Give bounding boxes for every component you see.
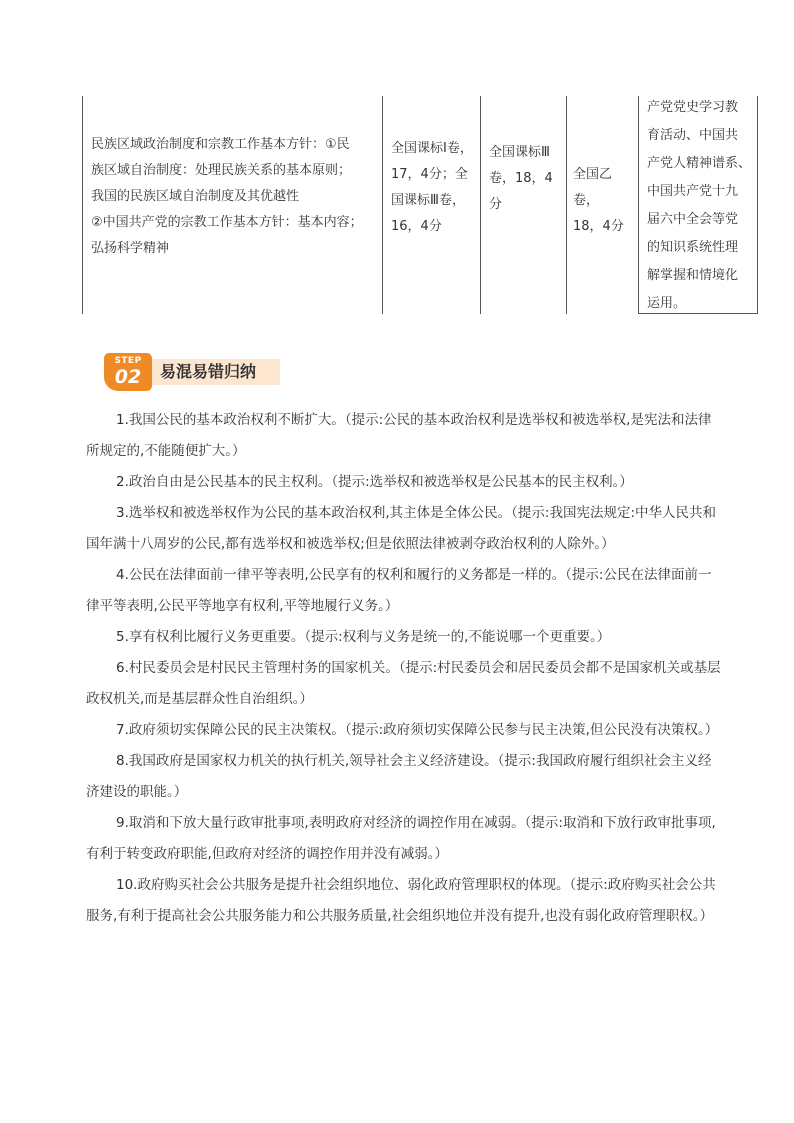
exam-line: 全国课标Ⅰ卷， [391, 141, 473, 156]
note-line: 产党党史学习教 [647, 100, 739, 115]
exam-cell-1 [382, 96, 480, 314]
step-badge [104, 353, 152, 391]
list-item: 7.政府须切实保障公民的民主决策权。（提示:政府须切实保障公民参与民主决策,但公民没有决策权。） [116, 722, 719, 738]
topic-line: ②中国共产党的宗教工作基本方针：基本内容； [91, 215, 363, 230]
note-line: 育活动、中国共 [647, 128, 739, 143]
exam-line: 18，4分 [573, 219, 624, 234]
section-title: 易混易错归纳 [160, 362, 257, 381]
step-label: STEP [114, 356, 142, 366]
topic-line: 弘扬科学精神 [91, 241, 170, 256]
list-item: 5.享有权利比履行义务更重要。（提示:权利与义务是统一的,不能说哪一个更重要。） [116, 629, 611, 645]
step-number: 02 [114, 366, 142, 388]
exam-line: 17，4分；全 [391, 167, 468, 182]
topic-line: 族区域自治制度：处理民族关系的基本原则； [91, 163, 352, 178]
note-cell [638, 96, 758, 314]
note-line: 运用。 [647, 296, 687, 311]
list-item: 9.取消和下放大量行政审批事项,表明政府对经济的调控作用在减弱。（提示:取消和下放行政审批事项,有利于转变政府职能,但政府对经济的调控作用并没有减弱。） [86, 815, 716, 862]
list-item: 2.政治自由是公民基本的民主权利。（提示:选举权和被选举权是公民基本的民主权利。） [116, 474, 633, 490]
exam-line: 16，4分 [391, 219, 442, 234]
exam-cell-3 [566, 96, 638, 314]
list-item: 10.政府购买社会公共服务是提升社会组织地位、弱化政府管理职权的体现。（提示:政府购买社会公共服务,有利于提高社会公共服务能力和公共服务质量,社会组织地位并没有提升,也没有弱化政府管理职权。） [86, 877, 716, 924]
section-heading [104, 353, 282, 391]
syllabus-table [82, 96, 758, 314]
topic-line: 民族区域政治制度和宗教工作基本方针：①民 [91, 137, 350, 152]
note-line: 届六中全会等党 [647, 212, 739, 227]
list-item: 4.公民在法律面前一律平等表明,公民享有的权利和履行的义务都是一样的。（提示:公民在法律面前一律平等表明,公民平等地享有权利,平等地履行义务。） [86, 567, 712, 614]
note-line: 的知识系统性理 [647, 240, 739, 255]
exam-line: 全国课标Ⅲ [489, 145, 550, 160]
topic-cell [82, 96, 382, 314]
exam-line: 国课标Ⅲ卷， [391, 193, 465, 208]
list-item: 6.村民委员会是村民民主管理村务的国家机关。（提示:村民委员会和居民委员会都不是国家机关或基层政权机关,而是基层群众性自治组织。） [86, 660, 721, 707]
note-line: 产党人精神谱系、 [647, 156, 752, 171]
exam-line: 分 [489, 197, 503, 212]
list-item: 8.我国政府是国家权力机关的执行机关,领导社会主义经济建设。（提示:我国政府履行组织社会主义经济建设的职能。） [86, 753, 712, 800]
list-item: 1.我国公民的基本政治权利不断扩大。（提示:公民的基本政治权利是选举权和被选举权,是宪法和法律所规定的,不能随便扩大。） [86, 412, 712, 459]
exam-line: 卷，18，4 [489, 171, 553, 186]
item-list [86, 405, 722, 932]
exam-line: 全国乙卷， [573, 167, 613, 208]
exam-cell-2 [480, 96, 566, 314]
note-line: 中国共产党十九 [647, 184, 739, 199]
list-item: 3.选举权和被选举权作为公民的基本政治权利,其主体是全体公民。（提示:我国宪法规定:中华人民共和国年满十八周岁的公民,都有选举权和被选举权;但是依照法律被剥夺政治权利的人除外。） [86, 505, 717, 552]
note-line: 解掌握和情境化 [647, 268, 739, 283]
topic-line: 我国的民族区域自治制度及其优越性 [91, 189, 300, 204]
